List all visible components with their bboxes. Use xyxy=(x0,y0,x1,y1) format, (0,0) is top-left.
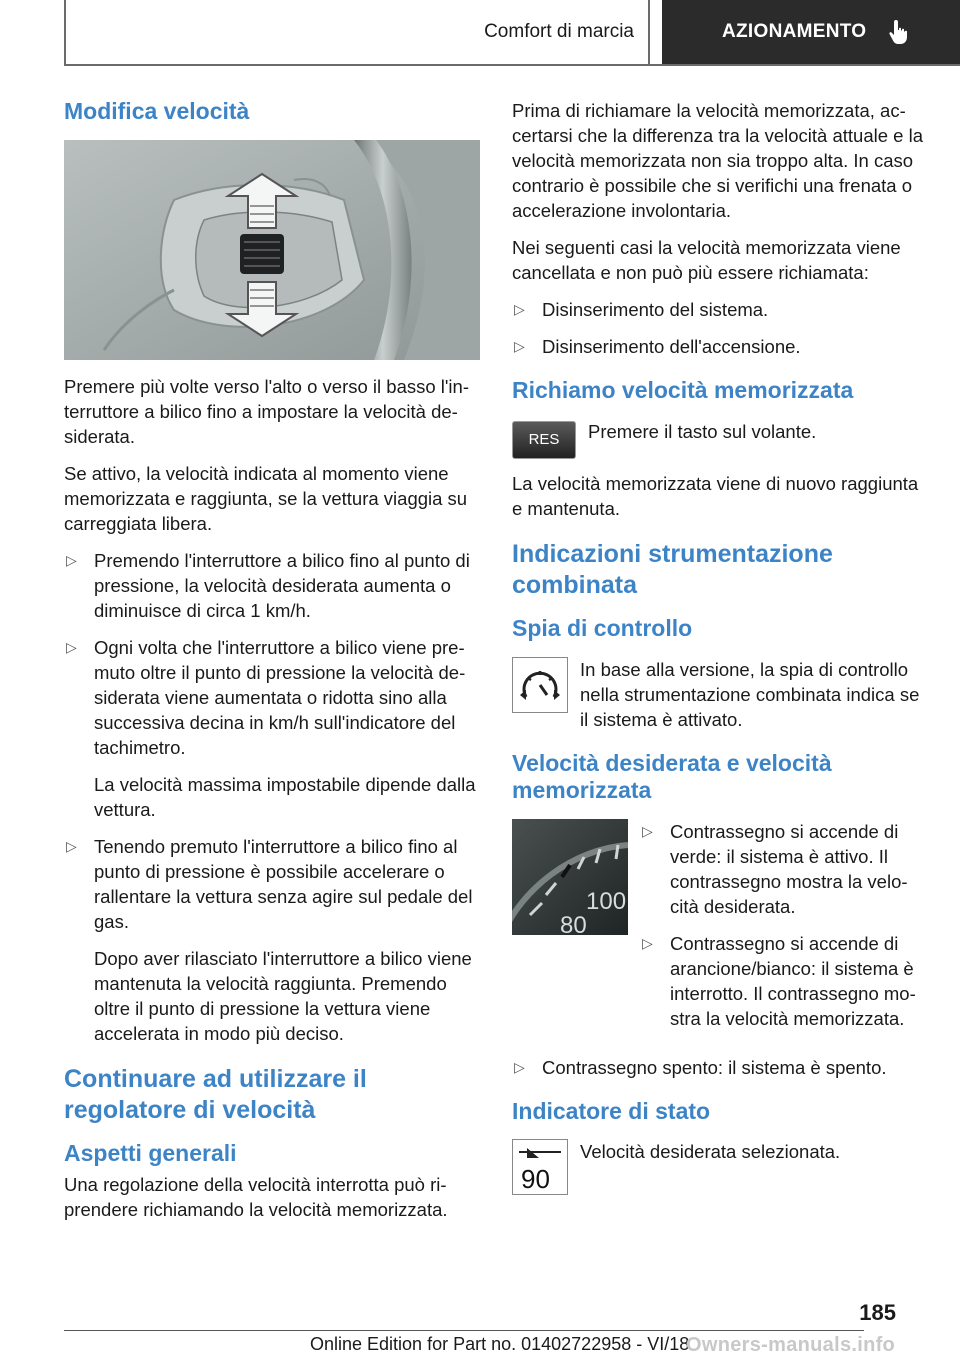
bullet-triangle-icon: ▷ xyxy=(514,338,525,354)
list-item: ▷ Disinserimento del sistema. xyxy=(514,299,769,320)
bullet-triangle-icon: ▷ xyxy=(66,638,77,655)
bullet-triangle-icon: ▷ xyxy=(514,1058,525,1075)
speedometer-icon xyxy=(517,662,563,708)
steering-wheel-rocker-switch-photo xyxy=(64,140,480,360)
res-button-row xyxy=(512,419,928,459)
edition-footer: Online Edition for Part no. 01402722958 - VI/18 xyxy=(310,1334,690,1354)
speedometer-dial-image xyxy=(512,819,628,935)
list-item: ▷ Premendo l'interruttore a bilico fino al punto di pressione, la velocità desiderata aumenta o diminuisce di circa 1 km/h. xyxy=(66,549,470,621)
res-instruction: Premere il tasto sul volante. xyxy=(588,420,817,442)
cruise-control-indicator-icon xyxy=(512,657,568,713)
list-item: ▷ Contrassegno si accende di verde: il sistema è attivo. Il contrassegno mostra la velocità desiderata. xyxy=(642,820,908,917)
paragraph-se-attivo: Se attivo, la velocità indicata al momento viene memorizzata e raggiunta, se la vettura viaggia su carreggiata libera. xyxy=(64,462,468,534)
bullet-triangle-icon: ▷ xyxy=(642,822,653,839)
page-number: 185 xyxy=(859,1300,896,1325)
heading-richiamo: Richiamo velocità memorizzata xyxy=(512,377,854,403)
paragraph-regolazione: Una regolazione della velocità interrotta può riprendere richiamando la velocità memorizzata. xyxy=(64,1173,448,1220)
hand-pointer-icon xyxy=(888,19,910,45)
speedo-label-80: 80 xyxy=(560,911,587,935)
chapter-title: AZIONAMENTO xyxy=(722,21,867,42)
list-item: ▷ Contrassegno spento: il sistema è spento. xyxy=(514,1056,887,1078)
heading-aspetti-generali: Aspetti generali xyxy=(64,1140,237,1167)
heading-velocita-desiderata: Velocità desiderata e velocità memorizzata xyxy=(512,749,832,804)
list-item: ▷ Tenendo premuto l'interruttore a bilico fino al punto di pressione è possibile accelerare o rallentare la vettura senza agire sul pedale del gas. xyxy=(66,835,473,932)
section-title: Comfort di marcia xyxy=(484,21,634,42)
heading-indicazioni: Indicazioni strumentazione combinata xyxy=(512,539,833,599)
header-rule xyxy=(64,64,960,66)
spia-text: In base alla versione, la spia di controllo nella strumentazione combinata indica se il sistema è attivato. xyxy=(580,658,920,730)
list-item-note: La velocità massima impostabile dipende dalla vettura. xyxy=(94,773,476,820)
paragraph-premere: Premere più volte verso l'alto o verso il basso l'interruttore a bilico fino a impostare la velocità desiderata. xyxy=(64,375,469,447)
stato-row xyxy=(512,1139,928,1195)
bullet-triangle-icon: ▷ xyxy=(66,837,77,854)
page-header xyxy=(0,0,960,66)
speedo-label-100: 100 xyxy=(586,887,627,915)
speedometer-section xyxy=(512,819,928,1043)
list-item-note: Dopo aver rilasciato l'interruttore a bilico viene mantenuta la velocità raggiunta. Premendo oltre il punto di pressione la vettura viene accelerata in modo più deciso. xyxy=(94,947,472,1044)
heading-modifica-velocita: Modifica velocità xyxy=(64,98,250,124)
chapter-title-tab xyxy=(662,0,960,64)
list-item: ▷ Ogni volta che l'interruttore a bilico viene premuto oltre il punto di pressione la velocità desiderata viene aumentata o ridotta sino alla successiva decina in km/h sull'indicatore del tachimetro. xyxy=(66,636,466,758)
res-button-icon: RES xyxy=(512,421,576,459)
bullet-triangle-icon: ▷ xyxy=(642,934,653,951)
spia-row xyxy=(512,657,928,732)
heading-continuare: Continuare ad utilizzare il regolatore di velocità xyxy=(64,1064,367,1124)
list-item: ▷ Contrassegno si accende di arancione/bianco: il sistema è interrotto. Il contrassegno mostra la velocità memorizzata. xyxy=(642,932,916,1029)
heading-indicatore-stato: Indicatore di stato xyxy=(512,1097,711,1124)
right-column xyxy=(512,98,928,1207)
speed-flag-icon xyxy=(513,1140,567,1194)
section-title-tab xyxy=(64,0,650,64)
left-column xyxy=(64,98,480,1234)
heading-spia: Spia di controllo xyxy=(512,615,693,642)
stato-text: Velocità desiderata selezionata. xyxy=(580,1141,841,1163)
stato-value: 90 xyxy=(521,1164,550,1195)
speedometer-list xyxy=(640,819,928,1043)
paragraph-prima-di-richiamare: Prima di richiamare la velocità memorizzata, accertarsi che la differenza tra la velocità attuale e la velocità memorizzata non sia troppo alta. In caso contrario è possibile che si verifichi una frenata o accelerazione involontaria. xyxy=(512,100,923,221)
paragraph-raggiunta: La velocità memorizzata viene di nuovo raggiunta e mantenuta. xyxy=(512,472,919,519)
list-item: ▷ Disinserimento dell'accensione. xyxy=(514,336,801,357)
watermark-text: Owners-manuals.info xyxy=(686,1334,896,1356)
paragraph-nei-seguenti-casi: Nei seguenti casi la velocità memorizzata viene cancellata e non può più essere richiamata: xyxy=(512,237,901,283)
bullet-triangle-icon: ▷ xyxy=(514,301,525,317)
footer-rule xyxy=(64,1330,864,1331)
bullet-triangle-icon: ▷ xyxy=(66,551,77,568)
status-indicator-icon xyxy=(512,1139,568,1195)
